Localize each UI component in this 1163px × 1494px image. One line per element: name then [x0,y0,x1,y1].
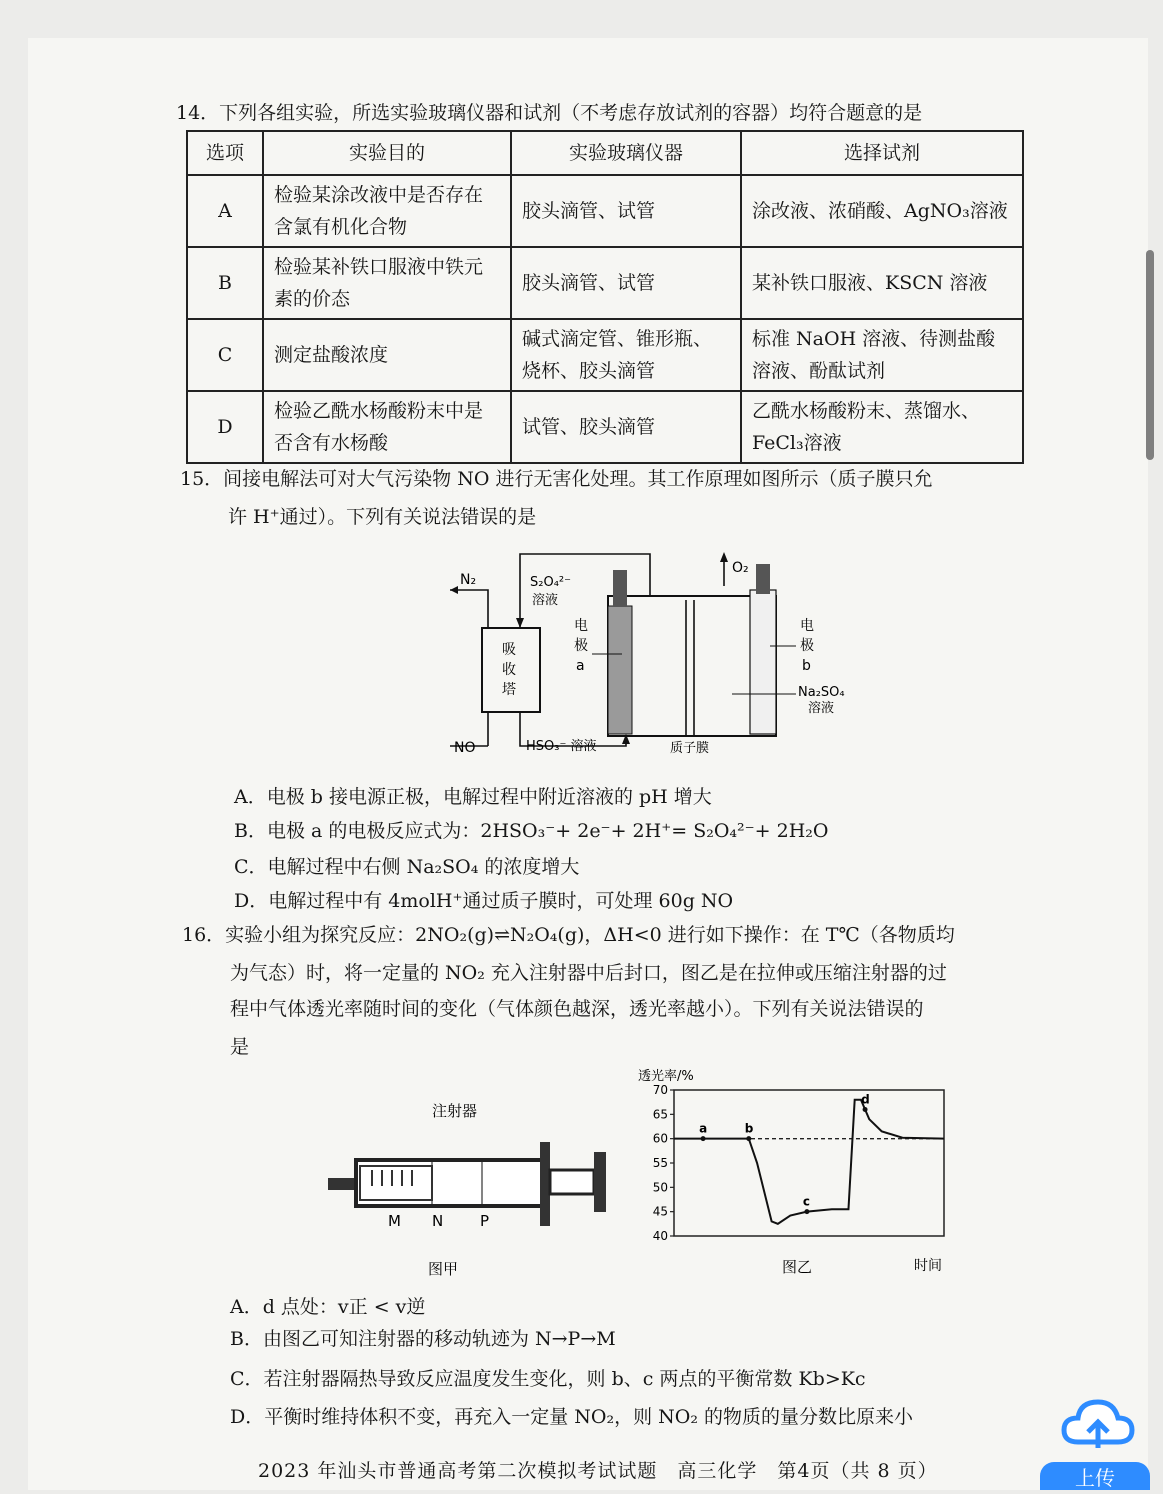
y-tick-label: 50 [652,1180,668,1195]
page-footer: 2023 年汕头市普通高考第二次模拟考试试题 高三化学 第4页（共 8 页） [258,1460,938,1482]
fig-jia-label: 图甲 [428,1260,459,1278]
upload-button[interactable]: 上传 [1040,1462,1150,1490]
point-d [863,1107,868,1112]
s2o4-sol-label: 溶液 [532,593,559,608]
tower-label-2: 收 [502,662,516,678]
row-apparatus: 胶头滴管、试管 [511,247,741,319]
row-apparatus: 试管、胶头滴管 [511,391,741,463]
o2-arrow [720,552,728,562]
row-reagents: 某补铁口服液、KSCN 溶液 [741,247,1023,319]
chart-marks [674,1092,944,1223]
row-option: A [187,175,263,247]
scrollbar[interactable] [1146,250,1154,460]
row-reagents: 标准 NaOH 溶液、待测盐酸溶液、酚酞试剂 [741,319,1023,391]
point-label-d: d [861,1092,870,1107]
s2o4-label: S₂O₄²⁻ [530,575,571,590]
syringe-cap [594,1152,606,1212]
electrode-a-label-3: a [576,658,585,674]
header-option: 选项 [187,131,263,175]
table-row [187,247,1023,319]
row-reagents: 涂改液、浓硝酸、AgNO₃溶液 [741,175,1023,247]
row-apparatus: 碱式滴定管、锥形瓶、烧杯、胶头滴管 [511,319,741,391]
chart-xlabel: 时间 [914,1258,942,1274]
q16-stem-line1: 16．实验小组为探究反应：2NO₂(g)⇌N₂O₄(g)，ΔH<0 进行如下操作：在 T℃（各物质均 [182,924,955,946]
q16-stem-line2: 为气态）时，将一定量的 NO₂ 充入注射器中后封口，图乙是在拉伸或压缩注射器的过 [230,962,947,984]
electrode-b-label-3: b [802,658,811,674]
q15-option-d: D．电解过程中有 4molH⁺通过质子膜时，可处理 60g NO [234,890,734,912]
point-a [701,1136,706,1141]
table-row [187,175,1023,247]
syringe-figure [320,1090,620,1280]
q16-option-b: B．由图乙可知注射器的移动轨迹为 N→P→M [230,1328,616,1350]
hso3-label: HSO₃⁻ 溶液 [526,739,597,754]
header-apparatus: 实验玻璃仪器 [511,131,741,175]
row-purpose: 检验某补铁口服液中铁元素的价态 [263,247,511,319]
row-purpose: 测定盐酸浓度 [263,319,511,391]
y-tick-label: 40 [652,1229,668,1243]
n2-pipe [450,590,488,628]
tower-label-3: 塔 [502,682,516,698]
table-header [187,131,1023,175]
electrolysis-diagram [440,546,880,766]
point-label-a: a [699,1121,708,1136]
electrode-a-label-1: 电 [574,618,588,634]
y-tick-label: 55 [652,1156,668,1170]
plunger-rod [328,1178,356,1190]
header-reagents: 选择试剂 [741,131,1023,175]
syringe-tip [550,1170,594,1194]
n2-label: N₂ [460,572,477,588]
point-c [804,1209,809,1214]
mark-p: P [480,1212,490,1230]
q14-stem: 14．下列各组实验，所选实验玻璃仪器和试剂（不考虑存放试剂的容器）均符合题意的是 [176,102,923,124]
mark-n: N [432,1212,444,1230]
q16-option-a: A．d 点处：v正 < v逆 [230,1296,426,1318]
electrode-a-cap [613,570,627,606]
row-purpose: 检验乙酰水杨酸粉末中是否含有水杨酸 [263,391,511,463]
q16-stem-line4: 是 [230,1036,250,1058]
y-tick-label: 70 [652,1083,668,1097]
q15-stem-line1: 15．间接电解法可对大气污染物 NO 进行无害化处理。其工作原理如图所示（质子膜只允 [180,468,933,490]
na2so4-label: Na₂SO₄ [798,685,845,700]
transmittance-chart [630,1062,960,1282]
electrode-b [750,590,776,734]
q15-option-a: A．电极 b 接电源正极，电解过程中附近溶液的 pH 增大 [234,786,712,808]
electrode-b-label-1: 电 [800,618,814,634]
q14-table [186,130,1024,464]
chart-ylabel: 透光率/% [638,1069,694,1084]
n2-arrow [450,586,458,594]
na2so4-sol-label: 溶液 [808,701,835,716]
tower-label-1: 吸 [502,642,516,658]
electrode-b-cap [756,564,770,594]
row-option: C [187,319,263,391]
y-tick-label: 45 [652,1204,668,1219]
table-row [187,391,1023,463]
syringe-title: 注射器 [432,1102,478,1120]
q16-option-d: D．平衡时维持体积不变，再充入一定量 NO₂，则 NO₂ 的物质的量分数比原来小 [230,1406,913,1428]
header-purpose: 实验目的 [263,131,511,175]
row-option: B [187,247,263,319]
row-purpose: 检验某涂改液中是否存在含氯有机化合物 [263,175,511,247]
o2-label: O₂ [732,560,749,576]
q16-option-c: C．若注射器隔热导致反应温度发生变化，则 b、c 两点的平衡常数 Kb>Kc [230,1368,866,1390]
electrode-a-label-2: 极 [574,638,588,654]
point-label-c: c [802,1194,811,1209]
y-tick-label: 60 [652,1131,668,1146]
membrane-label: 质子膜 [670,741,710,756]
chart-axes [653,1083,944,1243]
mark-m: M [388,1212,401,1230]
row-reagents: 乙酰水杨酸粉末、蒸馏水、FeCl₃溶液 [741,391,1023,463]
point-label-b: b [744,1121,754,1136]
table-row [187,319,1023,391]
no-label: NO [454,740,476,756]
row-apparatus: 胶头滴管、试管 [511,175,741,247]
y-tick-label: 65 [652,1107,668,1122]
q15-stem-line2: 许 H⁺通过）。下列有关说法错误的是 [228,506,537,528]
chart-frame [674,1090,944,1236]
electrode-a [608,606,632,734]
s2o4-arrow [516,618,524,628]
point-b [746,1136,751,1141]
row-option: D [187,391,263,463]
q16-stem-line3: 程中气体透光率随时间的变化（气体颜色越深，透光率越小）。下列有关说法错误的 [230,998,924,1020]
q15-option-c: C．电解过程中右侧 Na₂SO₄ 的浓度增大 [234,856,580,878]
electrode-b-label-2: 极 [800,638,814,654]
cloud-upload-icon[interactable] [1058,1390,1138,1460]
chart-title: 图乙 [782,1258,813,1276]
q15-option-b: B．电极 a 的电极反应式为：2HSO₃⁻+ 2e⁻+ 2H⁺= S₂O₄²⁻+ 2H₂O [234,820,829,842]
